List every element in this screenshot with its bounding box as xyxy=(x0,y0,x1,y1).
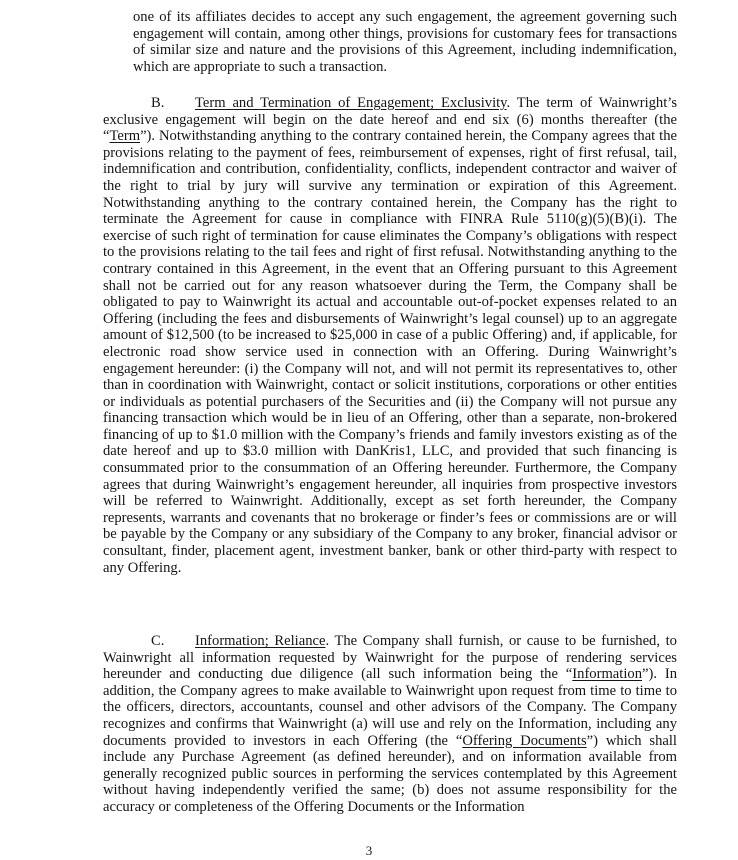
section-c-letter: C. xyxy=(151,633,165,649)
continuation-text: one of its affiliates decides to accept any such engagement, the agreement governing such engagement will contain, among other things, provisions for customary fees for transactions of similar size and nature and the provisions of this Agreement, including indemnification, which are appropriate to such a transaction. xyxy=(133,9,677,75)
section-b-text-2: ”). Notwithstanding anything to the contrary contained herein, the Company agrees that the provisions relating to the payment of fees, reimbursement of expenses, right of first refusal, tail, indemnification and contribution, confidentiality, conflicts, independent contractor and waiver of the right to trial by jury will survive any termination or expiration of this Agreement. Notwithstanding anything to the contrary contained herein, the Company has the right to terminate the Agreement for cause in compliance with FINRA Rule 5110(g)(5)(B)(i). The exercise of such right of termination for cause eliminates the Company’s obligations with respect to the provisions relating to the tail fees and right of first refusal. Notwithstanding anything to the contrary contained in this Agreement, in the event that an Offering pursuant to this Agreement shall not be carried out for any reason whatsoever during the Term, the Company shall be obligated to pay to Wainwright its actual and accountable out-of-pocket expenses related to an Offering (including the fees and disbursements of Wainwright’s legal counsel) up to an aggregate amount of $12,500 (to be increased to $25,000 in case of a public Offering) and, if applicable, for electronic road show service used in connection with an Offering. During Wainwright’s engagement hereunder: (i) the Company will not, and will not permit its representatives to, other than in coordination with Wainwright, contact or solicit institutions, corporations or other entities or individuals as potential purchasers of the Securities and (ii) the Company will not pursue any financing transaction which would be in lieu of an Offering, other than a separate, non-brokered financing of up to $1.0 million with the Company’s friends and family investors existing as of the date hereof and up to $3.0 million with DanKris1, LLC, and provided that such financing is consummated prior to the consummation of an Offering hereunder. Furthermore, the Company agrees that during Wainwright’s engagement hereunder, all inquiries from prospective investors will be referred to Wainwright. Additionally, except as set forth hereunder, the Company represents, warrants and covenants that no brokerage or finder’s fees or commissions are or will be payable by the Company or any subsidiary of the Company to any broker, financial advisor or consultant, finder, placement agent, investment banker, bank or other third-party with respect to any Offering. xyxy=(103,128,677,576)
defined-term-term: Term xyxy=(109,128,141,145)
section-c-text-3: ”) which shall include any Purchase Agreement (as defined hereunder), and on information available from generally recognized public sources in performing the services contemplated by this Agreement without having independently verified the same; (b) does not assume responsibility for the accuracy or completeness of the Offering Documents or the Information xyxy=(103,732,677,815)
section-c-text-2: ”). In addition, the Company agrees to make available to Wainwright upon request from time to time to the officers, directors, accountants, counsel and other advisors of the Company. The Company recognizes and confirms that Wainwright (a) will use and rely on the Information, including any documents provided to investors in each Offering (the “ xyxy=(103,666,678,749)
section-b-letter: B. xyxy=(151,95,165,111)
paragraph-continuation xyxy=(133,9,677,75)
defined-term-information: Information xyxy=(572,666,642,683)
defined-term-offering-documents: Offering Documents xyxy=(462,732,587,749)
section-b-text-1: . The term of Wainwright’s exclusive engagement will begin on the date hereof and end six (6) months thereafter (the “ xyxy=(103,95,678,145)
page-number: 3 xyxy=(365,843,373,858)
section-c-paragraph xyxy=(103,633,677,816)
section-c-heading: Information; Reliance xyxy=(195,633,326,649)
section-c-text-1: . The Company shall furnish, or cause to be furnished, to Wainwright all information requested by Wainwright for the purpose of rendering services hereunder and conducting due diligence (all such information being the “ xyxy=(103,633,677,683)
section-b-paragraph xyxy=(103,95,677,576)
section-b-heading: Term and Termination of Engagement; Exclusivity xyxy=(195,95,507,111)
